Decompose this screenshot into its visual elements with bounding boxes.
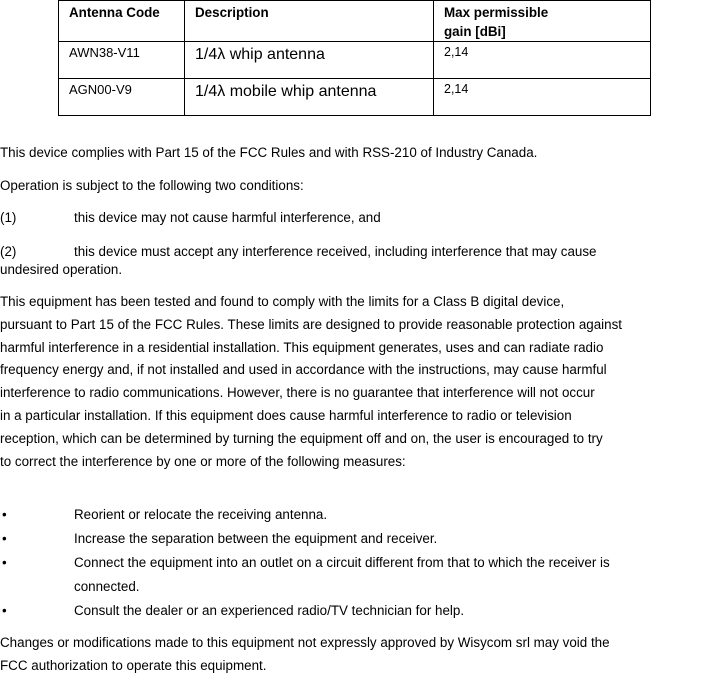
list-item [0,551,706,599]
compliance-statement: This device complies with Part 15 of the FCC Rules and with RSS-210 of Industry Canada. [0,145,538,160]
cell-description: 1/4λ mobile whip antenna [185,79,434,116]
paragraph-line: frequency energy and, if not installed and used in accordance with the instructions, may cause harmful [0,362,607,378]
paragraph-line: FCC authorization to operate this equipment. [0,657,267,673]
cell-antenna-code: AGN00-V9 [59,79,185,116]
measure-text-continued: connected. [74,579,140,594]
paragraph-line: Changes or modifications made to this equipment not expressly approved by Wisycom srl may void the [0,635,610,650]
table-row [59,79,651,116]
condition-number: (1) [0,210,17,225]
condition-text: this device may not cause harmful interference, and [74,210,381,225]
paragraph-line: harmful interference in a residential installation. This equipment generates, uses and can radiate radio [0,339,604,355]
antenna-table [58,0,651,116]
cell-max-gain: 2,14 [434,79,651,116]
header-max-gain-line2: gain [dBi] [444,24,506,39]
header-antenna-code: Antenna Code [59,1,185,42]
list-item [0,503,706,527]
list-item [0,599,706,623]
header-description: Description [185,1,434,42]
condition-text: this device must accept any interference received, including interference that may cause [74,244,597,259]
equipment-paragraph [0,291,706,473]
bullet-icon: • [2,603,7,618]
paragraph-line: This equipment has been tested and found to comply with the limits for a Class B digital device, [0,294,565,309]
conditions-intro: Operation is subject to the following two conditions: [0,178,304,193]
list-item [0,527,706,551]
bullet-icon: • [2,555,7,570]
paragraph-line: interference to radio communications. However, there is no guarantee that interference will not occur [0,385,595,401]
changes-paragraph [0,632,706,678]
table-header-row [59,1,651,42]
header-max-gain-line1: Max permissible [444,5,549,20]
condition-text-continued: undesired operation. [0,262,123,277]
cell-antenna-code: AWN38-V11 [59,42,185,79]
paragraph-line: to correct the interference by one or more of the following measures: [0,453,406,469]
paragraph-line: in a particular installation. If this equipment does cause harmful interference to radio or television [0,407,572,423]
condition-1 [0,210,706,226]
condition-number: (2) [0,244,17,259]
bullet-icon: • [2,531,7,546]
bullet-icon: • [2,507,7,522]
paragraph-line: reception, which can be determined by turning the equipment off and on, the user is encouraged to try [0,430,603,446]
condition-2 [0,243,706,279]
header-max-gain [434,1,651,42]
measure-text: Consult the dealer or an experienced radio/TV technician for help. [74,603,465,618]
cell-description: 1/4λ whip antenna [185,42,434,79]
cell-max-gain: 2,14 [434,42,651,79]
measure-text: Reorient or relocate the receiving antenna. [74,507,328,522]
measure-text: Increase the separation between the equipment and receiver. [74,531,438,546]
paragraph-line: pursuant to Part 15 of the FCC Rules. These limits are designed to provide reasonable protection against [0,316,623,332]
table-row [59,42,651,79]
measures-list [0,503,706,623]
measure-text: Connect the equipment into an outlet on a circuit different from that to which the receiver is [74,555,610,570]
